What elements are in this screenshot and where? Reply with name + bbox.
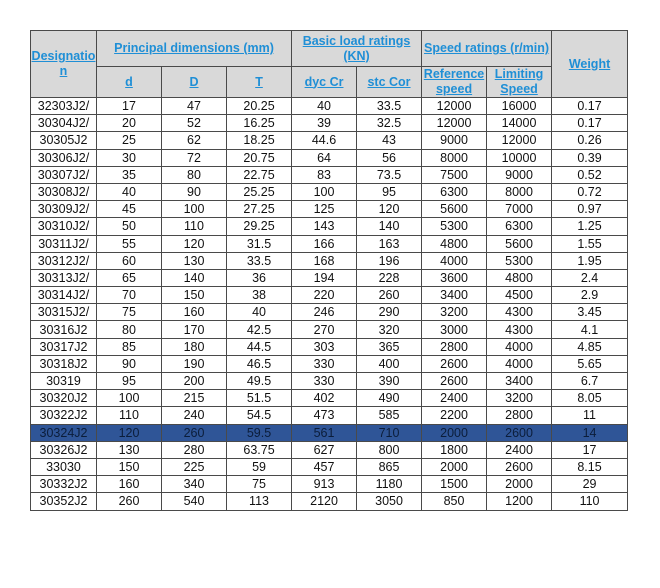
- cell-limiting-speed: 2800: [487, 407, 552, 424]
- cell-d: 50: [97, 218, 162, 235]
- cell-D: 62: [162, 132, 227, 149]
- cell-designation: 30316J2: [31, 321, 97, 338]
- table-row[interactable]: [31, 304, 628, 321]
- table-row[interactable]: [31, 218, 628, 235]
- table-row[interactable]: [31, 269, 628, 286]
- cell-limiting-speed: 6300: [487, 218, 552, 235]
- cell-limiting-speed: 3400: [487, 373, 552, 390]
- cell-dyc-cr: 913: [292, 476, 357, 493]
- header-basic-load-ratings[interactable]: Basic load ratings (KN): [292, 31, 422, 67]
- cell-dyc-cr: 2120: [292, 493, 357, 510]
- cell-reference-speed: 1800: [422, 441, 487, 458]
- cell-dyc-cr: 457: [292, 458, 357, 475]
- cell-reference-speed: 4800: [422, 235, 487, 252]
- cell-dyc-cr: 627: [292, 441, 357, 458]
- cell-reference-speed: 3000: [422, 321, 487, 338]
- cell-limiting-speed: 1200: [487, 493, 552, 510]
- cell-stc-cor: 56: [357, 149, 422, 166]
- cell-weight: 5.65: [552, 355, 628, 372]
- cell-limiting-speed: 2600: [487, 424, 552, 441]
- cell-limiting-speed: 2600: [487, 458, 552, 475]
- cell-stc-cor: 260: [357, 287, 422, 304]
- header-D[interactable]: D: [162, 67, 227, 98]
- cell-designation: 30311J2/: [31, 235, 97, 252]
- cell-reference-speed: 12000: [422, 115, 487, 132]
- header-principal-dimensions[interactable]: Principal dimensions (mm): [97, 31, 292, 67]
- cell-designation: 30304J2/: [31, 115, 97, 132]
- cell-D: 260: [162, 424, 227, 441]
- cell-T: 16.25: [227, 115, 292, 132]
- cell-stc-cor: 33.5: [357, 98, 422, 115]
- cell-designation: 30320J2: [31, 390, 97, 407]
- cell-d: 160: [97, 476, 162, 493]
- cell-stc-cor: 140: [357, 218, 422, 235]
- cell-d: 35: [97, 166, 162, 183]
- cell-dyc-cr: 166: [292, 235, 357, 252]
- cell-weight: 4.85: [552, 338, 628, 355]
- cell-stc-cor: 710: [357, 424, 422, 441]
- cell-d: 85: [97, 338, 162, 355]
- header-dyc-cr[interactable]: dyc Cr: [292, 67, 357, 98]
- cell-d: 55: [97, 235, 162, 252]
- cell-limiting-speed: 4000: [487, 338, 552, 355]
- cell-reference-speed: 1500: [422, 476, 487, 493]
- cell-limiting-speed: 4000: [487, 355, 552, 372]
- table-row[interactable]: [31, 115, 628, 132]
- cell-weight: 8.15: [552, 458, 628, 475]
- cell-reference-speed: 2800: [422, 338, 487, 355]
- cell-reference-speed: 2600: [422, 355, 487, 372]
- cell-limiting-speed: 8000: [487, 183, 552, 200]
- cell-designation: 30314J2/: [31, 287, 97, 304]
- cell-designation: 30318J2: [31, 355, 97, 372]
- cell-designation: 32303J2/: [31, 98, 97, 115]
- cell-T: 27.25: [227, 201, 292, 218]
- cell-D: 160: [162, 304, 227, 321]
- cell-limiting-speed: 3200: [487, 390, 552, 407]
- cell-reference-speed: 9000: [422, 132, 487, 149]
- cell-D: 240: [162, 407, 227, 424]
- cell-weight: 0.72: [552, 183, 628, 200]
- cell-designation: 30322J2: [31, 407, 97, 424]
- cell-weight: 0.17: [552, 98, 628, 115]
- cell-T: 49.5: [227, 373, 292, 390]
- cell-weight: 8.05: [552, 390, 628, 407]
- cell-weight: 17: [552, 441, 628, 458]
- cell-limiting-speed: 5300: [487, 252, 552, 269]
- cell-designation: 30315J2/: [31, 304, 97, 321]
- cell-d: 25: [97, 132, 162, 149]
- cell-T: 36: [227, 269, 292, 286]
- table-row[interactable]: [31, 338, 628, 355]
- cell-D: 340: [162, 476, 227, 493]
- cell-D: 170: [162, 321, 227, 338]
- cell-limiting-speed: 10000: [487, 149, 552, 166]
- cell-dyc-cr: 220: [292, 287, 357, 304]
- cell-stc-cor: 290: [357, 304, 422, 321]
- cell-reference-speed: 3600: [422, 269, 487, 286]
- cell-D: 72: [162, 149, 227, 166]
- cell-D: 130: [162, 252, 227, 269]
- cell-reference-speed: 3400: [422, 287, 487, 304]
- cell-reference-speed: 7500: [422, 166, 487, 183]
- header-weight[interactable]: Weight: [552, 31, 628, 98]
- cell-stc-cor: 865: [357, 458, 422, 475]
- cell-dyc-cr: 330: [292, 373, 357, 390]
- cell-weight: 2.9: [552, 287, 628, 304]
- cell-d: 20: [97, 115, 162, 132]
- cell-limiting-speed: 4800: [487, 269, 552, 286]
- cell-reference-speed: 5600: [422, 201, 487, 218]
- table-row[interactable]: [31, 183, 628, 200]
- cell-weight: 0.97: [552, 201, 628, 218]
- cell-limiting-speed: 16000: [487, 98, 552, 115]
- cell-T: 38: [227, 287, 292, 304]
- cell-D: 140: [162, 269, 227, 286]
- header-stc-cor[interactable]: stc Cor: [357, 67, 422, 98]
- cell-D: 215: [162, 390, 227, 407]
- cell-T: 25.25: [227, 183, 292, 200]
- cell-weight: 0.17: [552, 115, 628, 132]
- cell-dyc-cr: 39: [292, 115, 357, 132]
- cell-reference-speed: 4000: [422, 252, 487, 269]
- cell-D: 120: [162, 235, 227, 252]
- cell-dyc-cr: 246: [292, 304, 357, 321]
- table-row[interactable]: [31, 441, 628, 458]
- cell-stc-cor: 800: [357, 441, 422, 458]
- cell-dyc-cr: 303: [292, 338, 357, 355]
- cell-stc-cor: 120: [357, 201, 422, 218]
- bearing-spec-table: [30, 30, 628, 511]
- table-row[interactable]: [31, 458, 628, 475]
- cell-reference-speed: 5300: [422, 218, 487, 235]
- cell-limiting-speed: 9000: [487, 166, 552, 183]
- cell-designation: 30326J2: [31, 441, 97, 458]
- cell-T: 51.5: [227, 390, 292, 407]
- cell-d: 95: [97, 373, 162, 390]
- cell-designation: 30305J2: [31, 132, 97, 149]
- cell-dyc-cr: 83: [292, 166, 357, 183]
- cell-d: 17: [97, 98, 162, 115]
- table-row[interactable]: [31, 493, 628, 510]
- cell-T: 40: [227, 304, 292, 321]
- cell-T: 59.5: [227, 424, 292, 441]
- cell-weight: 6.7: [552, 373, 628, 390]
- cell-D: 80: [162, 166, 227, 183]
- cell-T: 31.5: [227, 235, 292, 252]
- cell-T: 59: [227, 458, 292, 475]
- cell-dyc-cr: 125: [292, 201, 357, 218]
- cell-d: 90: [97, 355, 162, 372]
- cell-weight: 14: [552, 424, 628, 441]
- cell-stc-cor: 43: [357, 132, 422, 149]
- cell-dyc-cr: 194: [292, 269, 357, 286]
- cell-d: 110: [97, 407, 162, 424]
- cell-reference-speed: 2400: [422, 390, 487, 407]
- cell-stc-cor: 1180: [357, 476, 422, 493]
- cell-D: 190: [162, 355, 227, 372]
- cell-d: 65: [97, 269, 162, 286]
- cell-limiting-speed: 4300: [487, 321, 552, 338]
- table-row[interactable]: [31, 166, 628, 183]
- cell-T: 20.25: [227, 98, 292, 115]
- cell-dyc-cr: 143: [292, 218, 357, 235]
- cell-dyc-cr: 402: [292, 390, 357, 407]
- cell-weight: 1.55: [552, 235, 628, 252]
- cell-weight: 1.95: [552, 252, 628, 269]
- cell-weight: 0.39: [552, 149, 628, 166]
- cell-D: 200: [162, 373, 227, 390]
- cell-reference-speed: 2000: [422, 424, 487, 441]
- cell-D: 110: [162, 218, 227, 235]
- cell-weight: 2.4: [552, 269, 628, 286]
- cell-dyc-cr: 40: [292, 98, 357, 115]
- cell-weight: 0.52: [552, 166, 628, 183]
- header-designation[interactable]: Designation: [31, 31, 97, 98]
- table-body: [31, 98, 628, 511]
- cell-D: 52: [162, 115, 227, 132]
- cell-designation: 30308J2/: [31, 183, 97, 200]
- cell-T: 18.25: [227, 132, 292, 149]
- cell-dyc-cr: 44.6: [292, 132, 357, 149]
- cell-T: 22.75: [227, 166, 292, 183]
- cell-d: 150: [97, 458, 162, 475]
- cell-T: 29.25: [227, 218, 292, 235]
- table-row[interactable]: [31, 355, 628, 372]
- cell-D: 47: [162, 98, 227, 115]
- table-row[interactable]: [31, 149, 628, 166]
- cell-stc-cor: 196: [357, 252, 422, 269]
- cell-reference-speed: 6300: [422, 183, 487, 200]
- cell-weight: 110: [552, 493, 628, 510]
- cell-dyc-cr: 561: [292, 424, 357, 441]
- cell-d: 120: [97, 424, 162, 441]
- cell-stc-cor: 163: [357, 235, 422, 252]
- cell-dyc-cr: 168: [292, 252, 357, 269]
- cell-weight: 0.26: [552, 132, 628, 149]
- table-row[interactable]: [31, 98, 628, 115]
- table-header: [31, 31, 628, 98]
- cell-stc-cor: 32.5: [357, 115, 422, 132]
- cell-designation: 33030: [31, 458, 97, 475]
- cell-reference-speed: 3200: [422, 304, 487, 321]
- cell-reference-speed: 2600: [422, 373, 487, 390]
- cell-D: 150: [162, 287, 227, 304]
- cell-T: 20.75: [227, 149, 292, 166]
- cell-stc-cor: 320: [357, 321, 422, 338]
- cell-d: 30: [97, 149, 162, 166]
- table-row[interactable]: [31, 373, 628, 390]
- cell-D: 225: [162, 458, 227, 475]
- cell-limiting-speed: 4500: [487, 287, 552, 304]
- cell-limiting-speed: 12000: [487, 132, 552, 149]
- cell-designation: 30307J2/: [31, 166, 97, 183]
- cell-T: 75: [227, 476, 292, 493]
- cell-designation: 30313J2/: [31, 269, 97, 286]
- cell-designation: 30317J2: [31, 338, 97, 355]
- table-row[interactable]: [31, 476, 628, 493]
- table-row[interactable]: [31, 235, 628, 252]
- cell-d: 130: [97, 441, 162, 458]
- cell-T: 54.5: [227, 407, 292, 424]
- bearing-table-container: [30, 30, 628, 511]
- cell-designation: 30309J2/: [31, 201, 97, 218]
- cell-dyc-cr: 100: [292, 183, 357, 200]
- header-d[interactable]: d: [97, 67, 162, 98]
- cell-limiting-speed: 4300: [487, 304, 552, 321]
- cell-T: 42.5: [227, 321, 292, 338]
- cell-stc-cor: 73.5: [357, 166, 422, 183]
- cell-stc-cor: 228: [357, 269, 422, 286]
- table-row-highlighted[interactable]: [31, 424, 628, 441]
- cell-designation: 30352J2: [31, 493, 97, 510]
- cell-stc-cor: 490: [357, 390, 422, 407]
- cell-reference-speed: 12000: [422, 98, 487, 115]
- cell-weight: 3.45: [552, 304, 628, 321]
- cell-reference-speed: 8000: [422, 149, 487, 166]
- cell-limiting-speed: 2000: [487, 476, 552, 493]
- cell-D: 180: [162, 338, 227, 355]
- header-speed-ratings[interactable]: Speed ratings (r/min): [422, 31, 552, 67]
- cell-D: 540: [162, 493, 227, 510]
- cell-D: 100: [162, 201, 227, 218]
- cell-d: 260: [97, 493, 162, 510]
- cell-designation: 30319: [31, 373, 97, 390]
- cell-limiting-speed: 7000: [487, 201, 552, 218]
- cell-T: 33.5: [227, 252, 292, 269]
- table-row[interactable]: [31, 407, 628, 424]
- cell-limiting-speed: 2400: [487, 441, 552, 458]
- cell-d: 40: [97, 183, 162, 200]
- cell-stc-cor: 365: [357, 338, 422, 355]
- table-row[interactable]: [31, 390, 628, 407]
- cell-stc-cor: 3050: [357, 493, 422, 510]
- table-row[interactable]: [31, 321, 628, 338]
- cell-dyc-cr: 330: [292, 355, 357, 372]
- cell-d: 45: [97, 201, 162, 218]
- cell-weight: 1.25: [552, 218, 628, 235]
- table-row[interactable]: [31, 287, 628, 304]
- cell-dyc-cr: 270: [292, 321, 357, 338]
- cell-d: 70: [97, 287, 162, 304]
- cell-T: 46.5: [227, 355, 292, 372]
- table-row[interactable]: [31, 201, 628, 218]
- cell-designation: 30324J2: [31, 424, 97, 441]
- cell-designation: 30306J2/: [31, 149, 97, 166]
- cell-dyc-cr: 64: [292, 149, 357, 166]
- cell-reference-speed: 2200: [422, 407, 487, 424]
- cell-D: 90: [162, 183, 227, 200]
- cell-dyc-cr: 473: [292, 407, 357, 424]
- cell-stc-cor: 95: [357, 183, 422, 200]
- cell-d: 100: [97, 390, 162, 407]
- cell-weight: 4.1: [552, 321, 628, 338]
- header-reference-speed[interactable]: Reference speed: [422, 67, 487, 98]
- cell-T: 44.5: [227, 338, 292, 355]
- cell-stc-cor: 400: [357, 355, 422, 372]
- header-T[interactable]: T: [227, 67, 292, 98]
- cell-limiting-speed: 14000: [487, 115, 552, 132]
- cell-T: 63.75: [227, 441, 292, 458]
- table-row[interactable]: [31, 132, 628, 149]
- cell-reference-speed: 2000: [422, 458, 487, 475]
- cell-D: 280: [162, 441, 227, 458]
- table-row[interactable]: [31, 252, 628, 269]
- cell-designation: 30312J2/: [31, 252, 97, 269]
- cell-weight: 29: [552, 476, 628, 493]
- cell-d: 60: [97, 252, 162, 269]
- cell-d: 75: [97, 304, 162, 321]
- cell-reference-speed: 850: [422, 493, 487, 510]
- header-limiting-speed[interactable]: Limiting Speed: [487, 67, 552, 98]
- cell-stc-cor: 390: [357, 373, 422, 390]
- cell-designation: 30332J2: [31, 476, 97, 493]
- cell-weight: 11: [552, 407, 628, 424]
- cell-designation: 30310J2/: [31, 218, 97, 235]
- cell-stc-cor: 585: [357, 407, 422, 424]
- cell-T: 113: [227, 493, 292, 510]
- cell-limiting-speed: 5600: [487, 235, 552, 252]
- cell-d: 80: [97, 321, 162, 338]
